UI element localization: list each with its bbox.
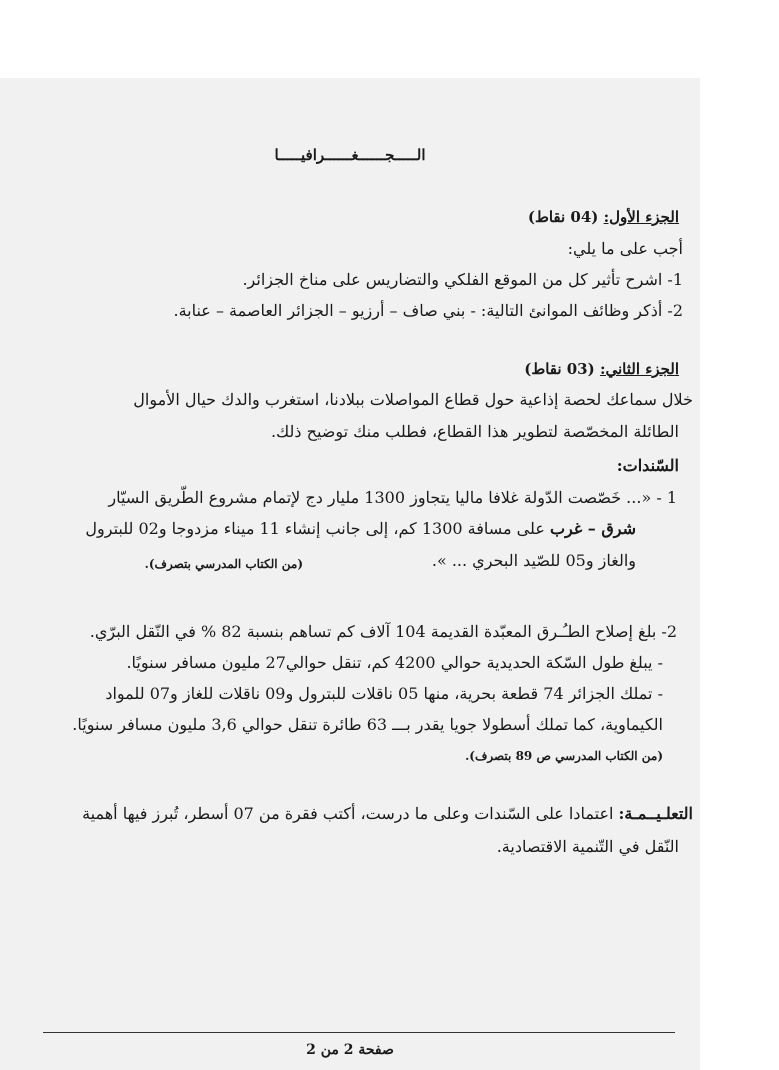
part2-context-line-1: خلال سماعك لحصة إذاعية حول قطاع المواصلات ببلادنا، استغرب والدك حيال الأموال — [133, 390, 693, 409]
doc2-line-3: - تملك الجزائر 74 قطعة بحرية، منها 05 ناقلات للبترول و09 ناقلات للغاز و07 للمواد — [105, 684, 663, 703]
part1-question-1: 1- اشرح تأثير كل من الموقع الفلكي والتضاريس على مناخ الجزائر. — [242, 270, 683, 289]
part2-heading-label: الجزء الثاني: — [599, 360, 679, 378]
doc2-source: (من الكتاب المدرسي ص 89 بتصرف). — [465, 749, 663, 763]
doc2-line-2: - يبلغ طول السّكة الحديدية حوالي 4200 كم، تنقل حوالي27 مليون مسافر سنويًا. — [126, 653, 663, 672]
doc1-line-1: 1 - «... خَصّصت الدّولة غلافا ماليا يتجاوز 1300 مليار دج لإتمام مشروع الطّريق السيّار — [108, 488, 677, 507]
part2-context-line-2: الطائلة المخصّصة لتطوير هذا القطاع، فطلب منك توضيح ذلك. — [270, 422, 679, 441]
instruction-text: اعتمادا على السّندات وعلى ما درست، أكتب فقرة من 07 أسطر، تُبرز فيها أهمية — [82, 804, 619, 823]
part2-heading — [524, 358, 679, 380]
page-title: الـــــجــــــغــــــرافيـــــا — [274, 146, 426, 164]
doc2-line-4: الكيماوية، كما تملك أسطولا جويا يقدر بـــ 63 طائرة تنقل حوالي 3,6 مليون مسافر سنويًا. — [72, 715, 663, 734]
doc1-line-2 — [85, 518, 636, 540]
part1-question-2: 2- أذكر وظائف الموانئ التالية: - بني صاف – أرزيو – الجزائر العاصمة – عنابة. — [173, 301, 683, 320]
doc2-line-1: 2- بلغ إصلاح الطـُـرق المعبّدة القديمة 104 آلاف كم تساهم بنسبة 82 % في النّقل البرّي. — [89, 622, 677, 641]
part1-heading — [528, 206, 679, 228]
part1-heading-label: الجزء الأول: — [603, 208, 679, 226]
doc1-source: (من الكتاب المدرسي بتصرف). — [144, 557, 303, 571]
doc1-line-2-text: على مسافة 1300 كم، إلى جانب إنشاء 11 ميناء مزدوجا و02 للبترول — [85, 519, 550, 538]
instruction-line-2: النّقل في التّنمية الاقتصادية. — [496, 837, 679, 856]
part2-points: (03 نقاط) — [524, 360, 595, 378]
instruction-line-1 — [82, 803, 693, 825]
part1-points: (04 نقاط) — [527, 208, 599, 226]
doc1-highlight: شرق – غرب — [549, 519, 636, 538]
part1-intro: أجب على ما يلي: — [567, 239, 683, 258]
footer-divider — [43, 1032, 675, 1033]
instruction-label: التعلـيــمـة: — [618, 804, 693, 823]
doc1-line-3: والغاز و05 للصّيد البحري ... ». — [431, 551, 636, 570]
documents-label: السّندات: — [616, 456, 679, 475]
page-number: صفحة 2 من 2 — [306, 1042, 394, 1058]
